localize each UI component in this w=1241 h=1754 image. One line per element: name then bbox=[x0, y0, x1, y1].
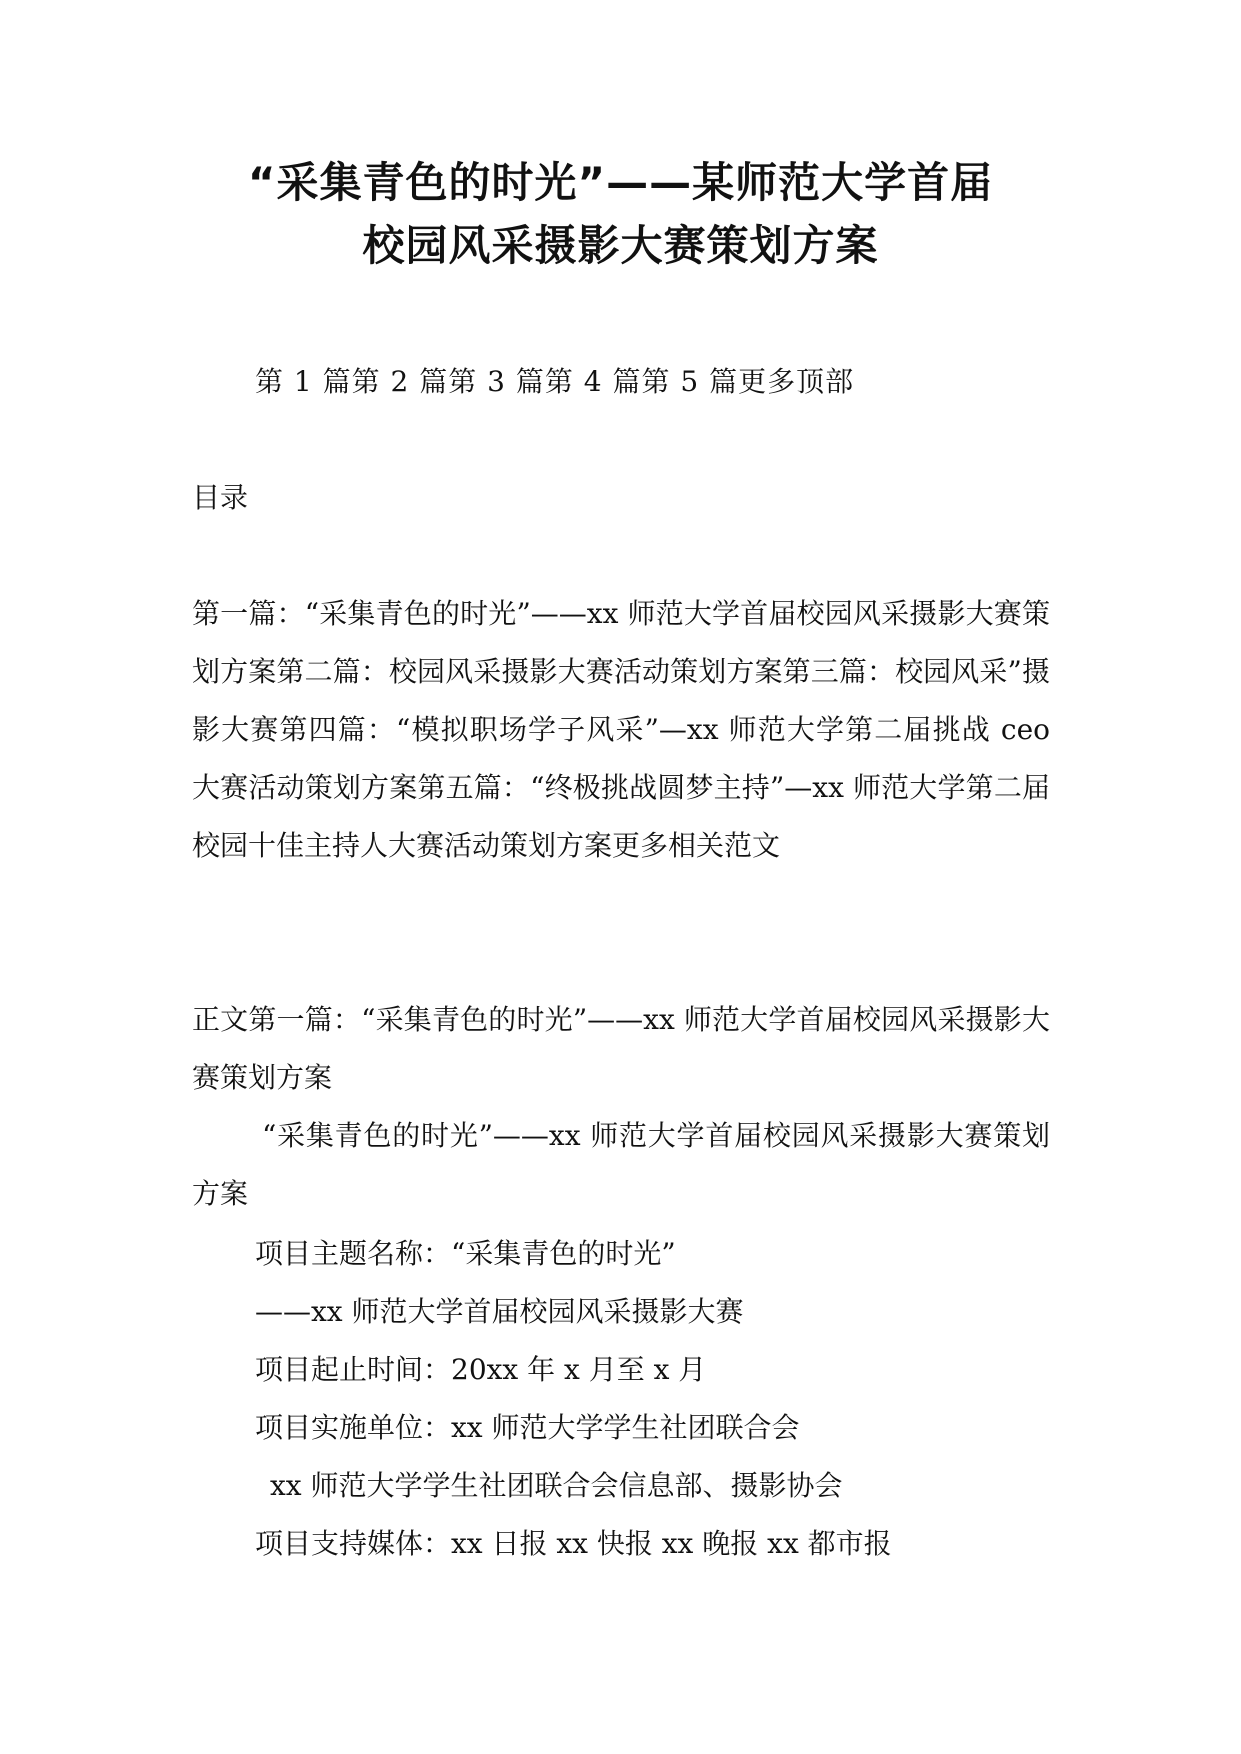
nav-chapter-3[interactable]: 第 3 篇 bbox=[448, 365, 545, 398]
nav-chapter-1[interactable]: 第 1 篇 bbox=[255, 365, 352, 398]
project-theme-line: 项目主题名称：“采集青色的时光” bbox=[255, 1237, 676, 1270]
body-intro-paragraph: 正文第一篇：“采集青色的时光”——xx 师范大学首届校园风采摄影大赛策划方案 bbox=[192, 1003, 1050, 1094]
project-unit-line: 项目实施单位：xx 师范大学学生社团联合会 bbox=[255, 1411, 800, 1444]
document-title-line-1: “采集青色的时光”——某师范大学首届 bbox=[247, 158, 994, 207]
nav-chapter-5[interactable]: 第 5 篇 bbox=[641, 365, 739, 398]
project-theme-subtitle-line: ——xx 师范大学首届校园风采摄影大赛 bbox=[255, 1295, 744, 1328]
nav-top[interactable]: 顶部 bbox=[796, 365, 855, 398]
nav-chapter-4[interactable]: 第 4 篇 bbox=[544, 365, 642, 398]
nav-chapter-2[interactable]: 第 2 篇 bbox=[351, 365, 449, 398]
project-media-line: 项目支持媒体：xx 日报 xx 快报 xx 晚报 xx 都市报 bbox=[255, 1527, 892, 1560]
toc-paragraph: 第一篇：“采集青色的时光”——xx 师范大学首届校园风采摄影大赛策划方案第二篇：校园风采摄影大赛活动策划方案第三篇：校园风采”摄影大赛第四篇：“模拟职场学子风采”—xx 师范大学第二届挑战 ceo 大赛活动策划方案第五篇：“终极挑战圆梦主持”—xx 师范大学第二届校园十佳主持人大赛活动策划方案更多相关范文 bbox=[192, 597, 1050, 862]
toc-heading: 目录 bbox=[192, 481, 249, 514]
project-unit-sub-line: xx 师范大学学生社团联合会信息部、摄影协会 bbox=[270, 1469, 843, 1502]
nav-more[interactable]: 更多 bbox=[738, 365, 797, 398]
project-time-line: 项目起止时间：20xx 年 x 月至 x 月 bbox=[255, 1353, 707, 1386]
document-title-line-2: 校园风采摄影大赛策划方案 bbox=[362, 221, 879, 270]
body-title-paragraph: “采集青色的时光”——xx 师范大学首届校园风采摄影大赛策划方案 bbox=[192, 1119, 1050, 1210]
chapter-nav bbox=[255, 362, 854, 402]
